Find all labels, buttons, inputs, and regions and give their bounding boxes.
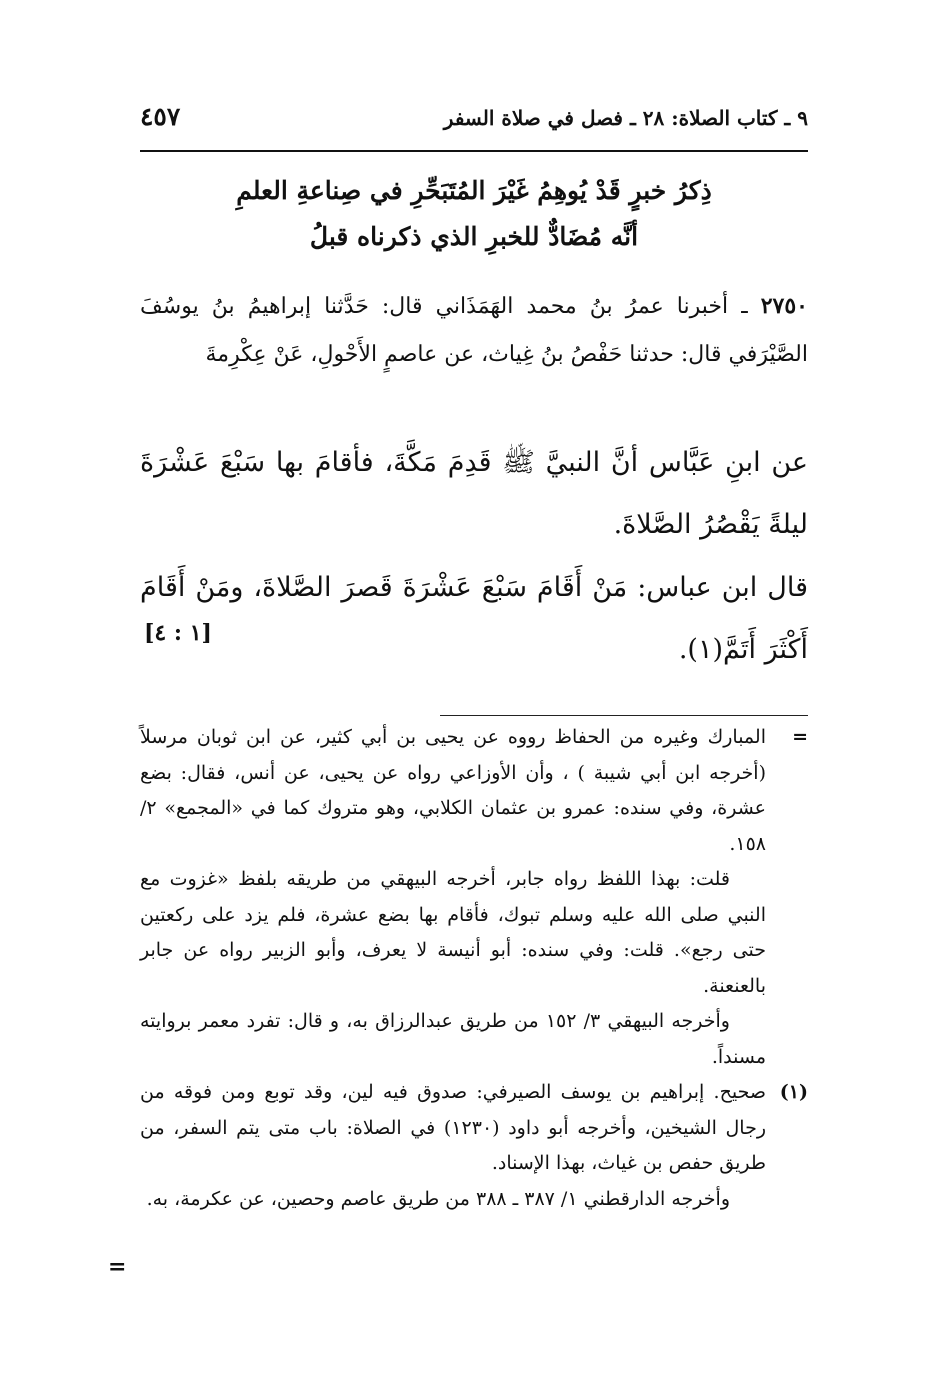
footnote-continued xyxy=(140,720,808,1075)
chapter-heading xyxy=(140,168,808,260)
footnote-paragraph: صحيح. إبراهيم بن يوسف الصيرفي: صدوق فيه لين، وقد توبع ومن فوقه من رجال الشيخين، وأخرجه أبو داود (١٢٣٠) في الصلاة: باب متى يتم السفر، من طريق حفص بن غياث، بهذا الإسناد. xyxy=(140,1081,767,1174)
footnote-separator xyxy=(440,715,808,716)
continuation-mark-bottom: = xyxy=(108,1254,127,1280)
footnote-paragraph: وأخرجه الدارقطني ١/ ٣٨٧ ـ ٣٨٨ من طريق عاصم وحصين، عن عكرمة، به. xyxy=(146,1187,730,1210)
page-number: ٤٥٧ xyxy=(140,102,181,131)
isnad-text: ـ أخبرنا عمرُ بنُ محمد الهَمَذَاني قال: حَدَّثنا إبراهيمُ بنُ يوسُفَ الصَّيْرَفي قال: حدثنا حَفْصُ بنُ غِياث، عن عاصمٍ الأَحْولِ، عَنْ عِكْرِمةَ xyxy=(140,294,808,367)
footnote-1 xyxy=(140,1075,808,1217)
running-title: ٩ ـ كتاب الصلاة: ٢٨ ـ فصل في صلاة السفر xyxy=(443,106,808,130)
heading-line-2: أنَّه مُضَادٌّ للخبرِ الذي ذكرناه قبلُ xyxy=(309,222,639,251)
footnote-number: (١) xyxy=(779,1081,808,1103)
footnote-paragraph: قلت: بهذا اللفظ رواه جابر، أخرجه البيهقي من طريقه بلفظ «غزوت مع النبي صلى الله عليه وسلم تبوك، فأقام بها بضع عشرة، فلم يزد على ركعتين حتى رجع». قلت: وفي سنده: أبو أنيسة لا يعرف، وأبو الزبير رواه عن جابر بالعنعنة. xyxy=(140,868,766,997)
hadith-matn-2: قال ابن عباس: مَنْ أَقَامَ سَبْعَ عَشْرَةَ قَصرَ الصَّلاةَ، ومَنْ أَقَامَ أَكْثَرَ أَتَمَّ(١). xyxy=(140,572,808,665)
footnote-paragraph: المبارك وغيره من الحفاظ رووه عن يحيى بن أبي كثير، عن ابن ثوبان مرسلاً (أخرجه ابن أبي شيبة ) ، وأن الأوزاعي رواه عن يحيى، عن أنس، فقال: بضع عشرة، وفي سنده: عمرو بن عثمان الكلابي، وهو متروك كما في «المجمع» ٢/ ١٥٨. xyxy=(140,726,766,855)
footnotes xyxy=(140,720,808,1217)
continuation-mark: = xyxy=(792,726,808,748)
page-header xyxy=(140,100,808,144)
reference-code: [١ : ٤] xyxy=(144,620,212,646)
hadith-number: ٢٧٥٠ xyxy=(760,293,808,319)
hadith-matn-1: عن ابنِ عَبَّاس أنَّ النبيَّ ﷺ قَدِمَ مَكَّةَ، فأقامَ بها سَبْعَ عَشْرَةَ ليلةً يَقْصُرُ الصَّلاةَ. xyxy=(140,447,808,540)
heading-line-1: ذِكرُ خبرٍ قَدْ يُوهِمُ غَيْرَ المُتَبَحِّرِ في صِناعةِ العلمِ xyxy=(236,176,712,205)
header-rule xyxy=(140,150,808,152)
footnote-paragraph: وأخرجه البيهقي ٣/ ١٥٢ من طريق عبدالرزاق به، و قال: تفرد معمر بروايته مسنداً. xyxy=(140,1010,766,1068)
hadith-isnad xyxy=(140,282,808,379)
